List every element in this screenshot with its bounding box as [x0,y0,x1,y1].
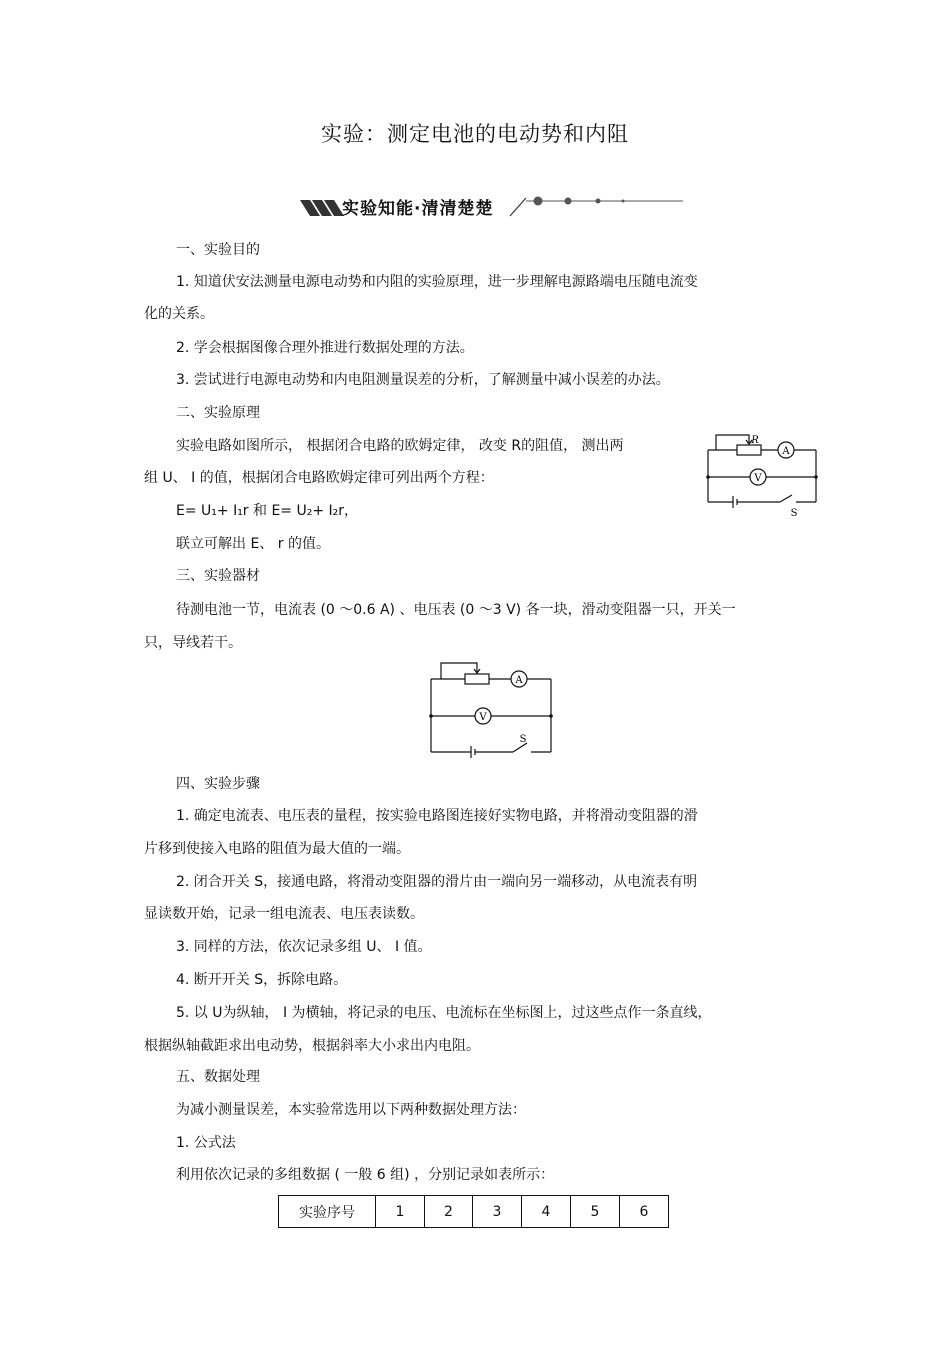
step-3: 3. 同样的方法，依次记录多组 U、 I 值。 [176,939,432,955]
objective-2: 2. 学会根据图像合理外推进行数据处理的方法。 [176,340,474,356]
step-5b: 根据纵轴截距求出电动势，根据斜率大小求出内电阻。 [144,1038,480,1054]
objective-3: 3. 尝试进行电源电动势和内电阻测量误差的分析，了解测量中减小误差的办法。 [176,372,670,388]
table-cell: 4 [522,1196,571,1228]
principle-2: 联立可解出 E、 r 的值。 [176,536,330,552]
section-banner-text: 实验知能·清清楚楚 [342,199,494,219]
circuit-label-s: S [790,508,798,519]
table-cell: 2 [425,1196,473,1228]
circuit2-label-s: S [519,734,527,745]
table-cell: 5 [571,1196,620,1228]
step-5a: 5. 以 U为纵轴， I 为横轴，将记录的电压、电流标在坐标图上，过这些点作一条直线， [176,1005,712,1021]
table-cell: 3 [473,1196,522,1228]
heading-equipment: 三、实验器材 [176,568,260,584]
table-cell: 6 [620,1196,669,1228]
equipment-1a: 待测电池一节，电流表 (0 ～0.6 A) 、电压表 (0 ～3 V) 各一块，滑动变阻器一只，开关一 [176,602,736,618]
heading-principle: 二、实验原理 [176,405,260,421]
step-2b: 显读数开始，记录一组电流表、电压表读数。 [144,906,424,922]
principle-equation: E= U₁+ I₁r 和 E= U₂+ I₂r， [176,503,359,519]
step-2a: 2. 闭合开关 S，接通电路，将滑动变阻器的滑片由一端向另一端移动，从电流表有明 [176,874,698,890]
method-formula: 1. 公式法 [176,1135,236,1151]
table-cell: 1 [376,1196,425,1228]
circuit-label-r: R [751,435,759,446]
experiment-table [278,1195,669,1228]
circuit-diagram-small [700,428,825,520]
heading-steps: 四、实验步骤 [176,776,260,792]
table-row [279,1196,669,1228]
circuit-label-a: A [782,446,790,457]
principle-1a: 实验电路如图所示， 根据闭合电路的欧姆定律， 改变 R的阻值， 测出两 [176,438,624,454]
step-4: 4. 断开开关 S，拆除电路。 [176,972,348,988]
equipment-1b: 只，导线若干。 [144,635,242,651]
step-1b: 片移到使接入电路的阻值为最大值的一端。 [144,841,410,857]
objective-1b: 化的关系。 [144,306,214,322]
heading-data-processing: 五、数据处理 [176,1069,260,1085]
circuit-diagram-center [425,658,560,758]
step-1a: 1. 确定电流表、电压表的量程，按实验电路图连接好实物电路，并将滑动变阻器的滑 [176,808,698,824]
heading-objective: 一、实验目的 [176,242,260,258]
data-processing-desc: 利用依次记录的多组数据 ( 一般 6 组) ，分别记录如表所示： [176,1167,555,1183]
principle-1b: 组 U、 I 的值，根据闭合电路欧姆定律可列出两个方程： [144,470,494,486]
data-processing-intro: 为减小测量误差，本实验常选用以下两种数据处理方法： [176,1102,526,1118]
circuit2-label-a: A [515,675,523,686]
circuit2-label-v: V [479,712,487,723]
objective-1a: 1. 知道伏安法测量电源电动势和内阻的实验原理，进一步理解电源路端电压随电流变 [176,274,698,290]
circuit-label-v: V [754,473,762,484]
page-title: 实验：测定电池的电动势和内阻 [321,122,629,146]
table-header-cell: 实验序号 [279,1196,376,1228]
